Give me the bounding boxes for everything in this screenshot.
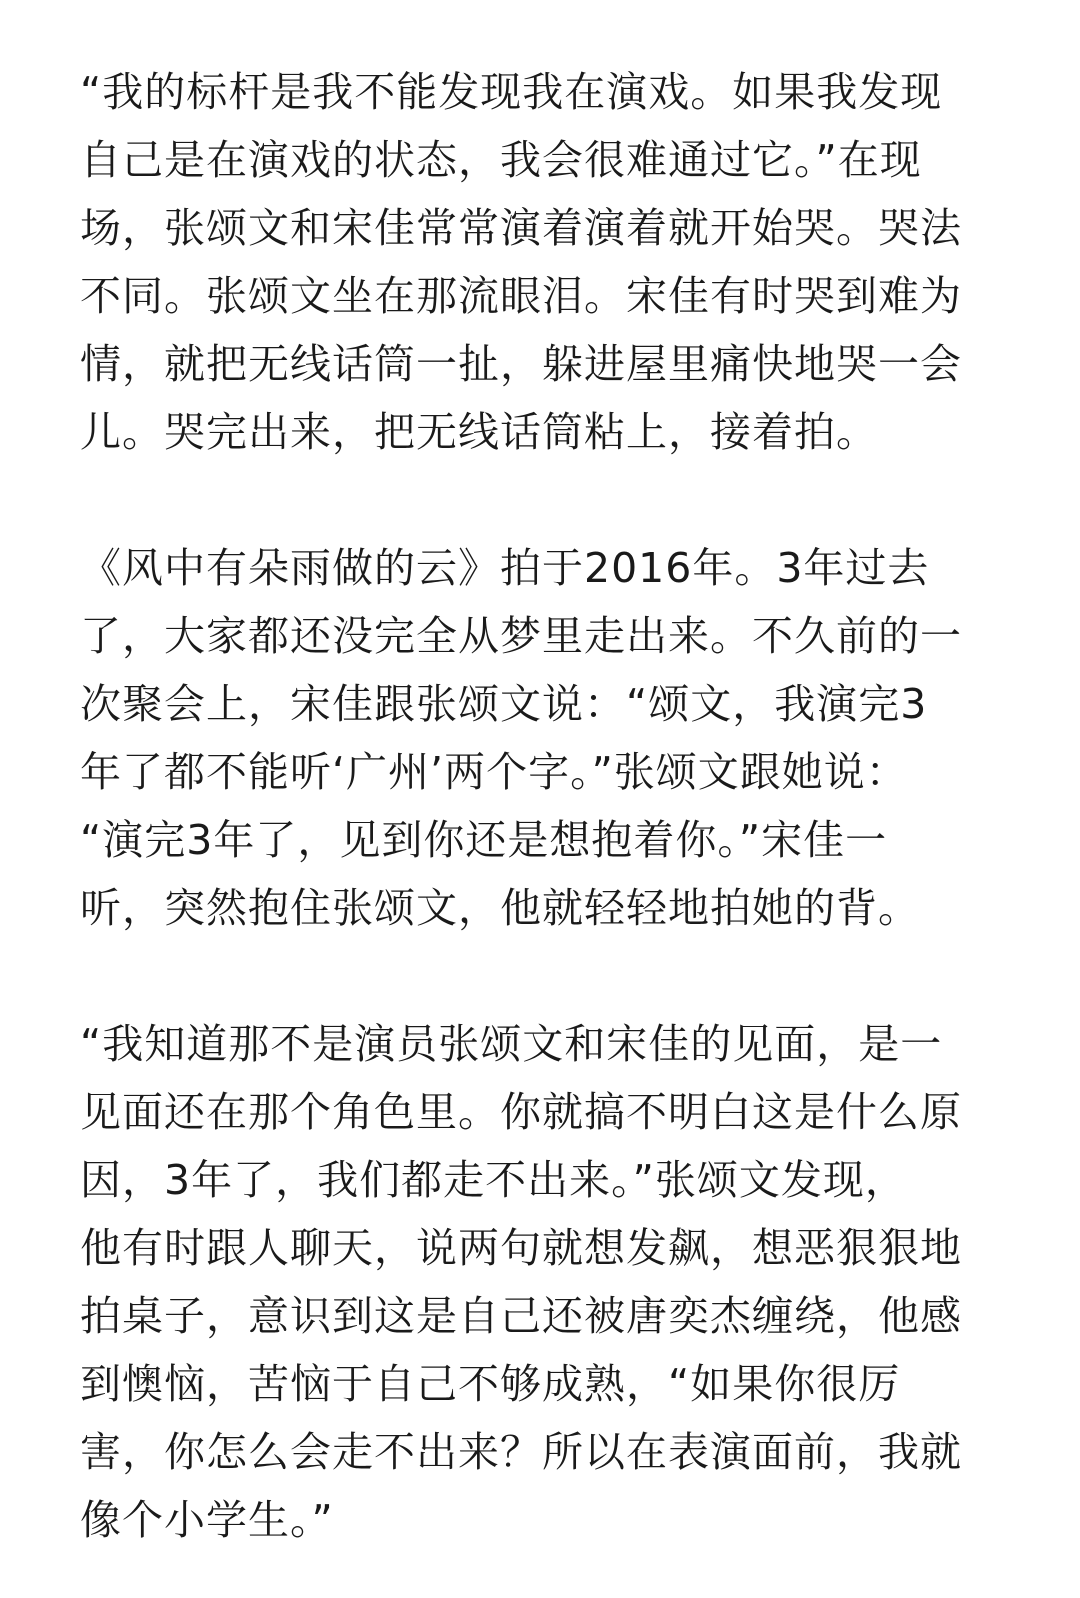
text-line: 到懊恼，苦恼于自己不够成熟，“如果你很厉 xyxy=(80,1360,901,1408)
paragraph-spacer xyxy=(80,942,990,1010)
paragraph-1 xyxy=(80,58,990,466)
text-line: “我知道那不是演员张颂文和宋佳的见面，是一 xyxy=(80,1020,943,1068)
paragraph-2 xyxy=(80,534,990,942)
text-line: 场，张颂文和宋佳常常演着演着就开始哭。哭法 xyxy=(80,204,962,252)
paragraph-3 xyxy=(80,1010,990,1554)
text-line: 害，你怎么会走不出来？所以在表演面前，我就 xyxy=(80,1428,962,1476)
paragraph-spacer xyxy=(80,466,990,534)
text-line: “演完3年了，见到你还是想抱着你。”宋佳一 xyxy=(80,816,888,864)
text-line: 《风中有朵雨做的云》拍于2016年。3年过去 xyxy=(80,544,930,592)
text-line: 儿。哭完出来，把无线话筒粘上，接着拍。 xyxy=(80,408,878,456)
text-line: 他有时跟人聊天，说两句就想发飙，想恶狠狠地 xyxy=(80,1224,962,1272)
text-line: 听，突然抱住张颂文，他就轻轻地拍她的背。 xyxy=(80,884,920,932)
text-line: 不同。张颂文坐在那流眼泪。宋佳有时哭到难为 xyxy=(80,272,962,320)
text-line: 因，3年了，我们都走不出来。”张颂文发现， xyxy=(80,1156,907,1204)
text-line: 像个小学生。” xyxy=(80,1496,334,1544)
text-line: 情，就把无线话筒一扯，躲进屋里痛快地哭一会 xyxy=(80,340,962,388)
text-line: 年了都不能听‘广州’两个字。”张颂文跟她说： xyxy=(80,748,908,796)
text-line: “我的标杆是我不能发现我在演戏。如果我发现 xyxy=(80,68,943,116)
text-line: 自己是在演戏的状态，我会很难通过它。”在现 xyxy=(80,136,922,184)
text-line: 拍桌子，意识到这是自己还被唐奕杰缠绕，他感 xyxy=(80,1292,962,1340)
text-line: 次聚会上，宋佳跟张颂文说：“颂文，我演完3 xyxy=(80,680,928,728)
article-body xyxy=(80,58,990,1554)
text-line: 了，大家都还没完全从梦里走出来。不久前的一 xyxy=(80,612,962,660)
text-line: 见面还在那个角色里。你就搞不明白这是什么原 xyxy=(80,1088,962,1136)
